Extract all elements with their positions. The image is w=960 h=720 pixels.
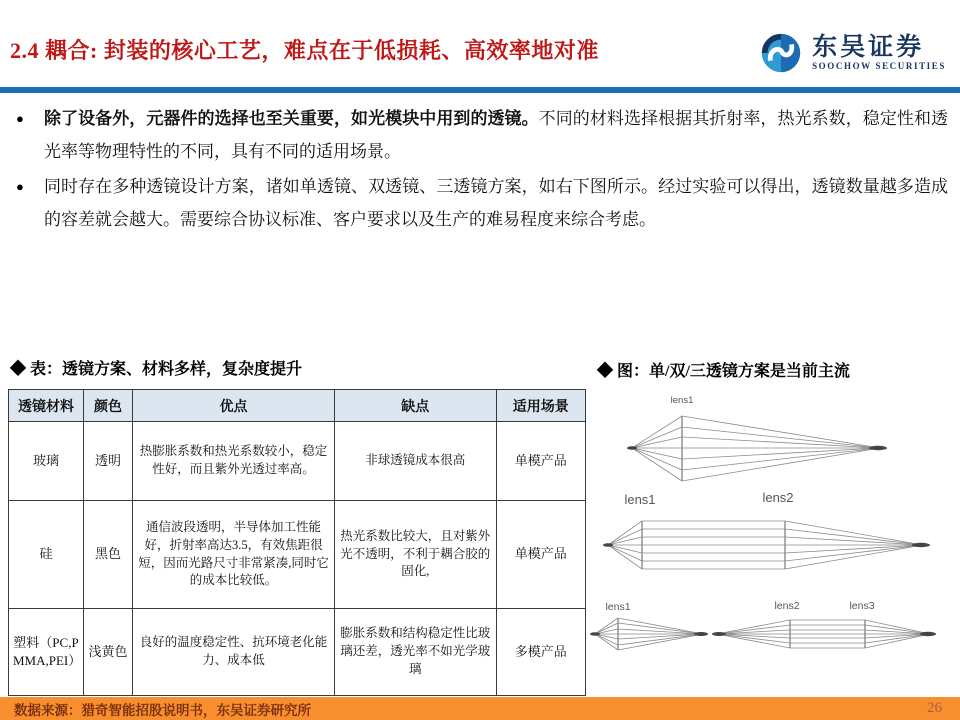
bullet-marker: ● <box>16 179 24 194</box>
lens1-label: lens1 <box>670 395 694 406</box>
table-row <box>9 422 586 501</box>
cell-pros: 热膨胀系数和热光系数较小，稳定性好，而且紫外光透过率高。 <box>133 422 335 501</box>
table-row <box>9 501 586 609</box>
cell-usage: 多模产品 <box>496 609 585 696</box>
footer-bar <box>0 697 960 720</box>
lens-diagram-double <box>593 488 953 606</box>
bullet-marker: ● <box>16 111 24 126</box>
logo-name-en: SOOCHOW SECURITIES <box>812 61 946 72</box>
bullet-item <box>16 170 948 236</box>
bullet-text <box>44 170 948 236</box>
lens-diagram-triple <box>573 596 958 696</box>
col-header: 适用场景 <box>496 390 585 422</box>
col-header: 透镜材料 <box>9 390 84 422</box>
cell-material: 玻璃 <box>9 422 84 501</box>
table-header-row <box>9 390 586 422</box>
lens2-label: lens2 <box>774 600 800 612</box>
cell-color: 黑色 <box>84 501 133 609</box>
cell-material: 硅 <box>9 501 84 609</box>
cell-usage: 单模产品 <box>496 422 585 501</box>
data-source: 数据来源：猎奇智能招股说明书，东吴证券研究所 <box>14 702 311 718</box>
col-header: 颜色 <box>84 390 133 422</box>
bullet-rest: 同时存在多种透镜设计方案，诸如单透镜、双透镜、三透镜方案，如右下图所示。经过实验可以得出，透镜数量越多造成的容差就会越大。需要综合协议标准、客户要求以及生产的难易程度来综合考虑。 <box>44 177 948 229</box>
lens1-label: lens1 <box>624 492 656 507</box>
logo <box>758 30 946 76</box>
logo-text <box>812 35 946 71</box>
cell-color: 透明 <box>84 422 133 501</box>
cell-pros: 良好的温度稳定性、抗环境老化能力、成本低 <box>133 609 335 696</box>
bullet-lead: 除了设备外，元器件的选择也至关重要，如光模块中用到的透镜。 <box>44 109 539 128</box>
cell-cons: 膨胀系数和结构稳定性比玻璃还差，透光率不如光学玻璃 <box>334 609 496 696</box>
bullet-item <box>16 102 948 168</box>
lens3-label: lens3 <box>849 600 875 612</box>
page-title: 2.4 耦合: 封装的核心工艺，难点在于低损耗、高效率地对准 <box>10 38 599 63</box>
lens2-label: lens2 <box>762 490 794 505</box>
page-number: 26 <box>927 700 942 716</box>
logo-name-cn: 东吴证券 <box>812 33 925 61</box>
cell-usage: 单模产品 <box>496 501 585 609</box>
col-header: 优点 <box>133 390 335 422</box>
cell-material: 塑料（PC,PMMA,PEI） <box>9 609 84 696</box>
cell-cons: 热光系数比较大，且对紫外光不透明，不利于耦合胶的固化, <box>334 501 496 609</box>
lens1-label: lens1 <box>605 601 631 613</box>
cell-color: 浅黄色 <box>84 609 133 696</box>
cell-pros: 通信波段透明，半导体加工性能好，折射率高达3.5，有效焦距很短，因而光路尺寸非常紧凑,同时它的成本比较低。 <box>133 501 335 609</box>
bullet-text <box>44 102 948 168</box>
table-caption: ◆ 表：透镜方案、材料多样，复杂度提升 <box>10 361 303 378</box>
bullet-list <box>16 102 948 238</box>
table-row <box>9 609 586 696</box>
bullet-rest: 不同的材料选择根据其折射率，热光系数，稳定性和透光率等物理特性的不同，具有不同的适用场景。 <box>44 109 948 161</box>
col-header: 缺点 <box>334 390 496 422</box>
figure-caption: ◆ 图：单/双/三透镜方案是当前主流 <box>597 363 850 380</box>
lens-material-table <box>8 389 586 696</box>
cell-cons: 非球透镜成本很高 <box>334 422 496 501</box>
soochow-logo-icon <box>758 30 804 76</box>
header-divider <box>0 87 960 93</box>
lens-diagram-single <box>595 390 955 495</box>
